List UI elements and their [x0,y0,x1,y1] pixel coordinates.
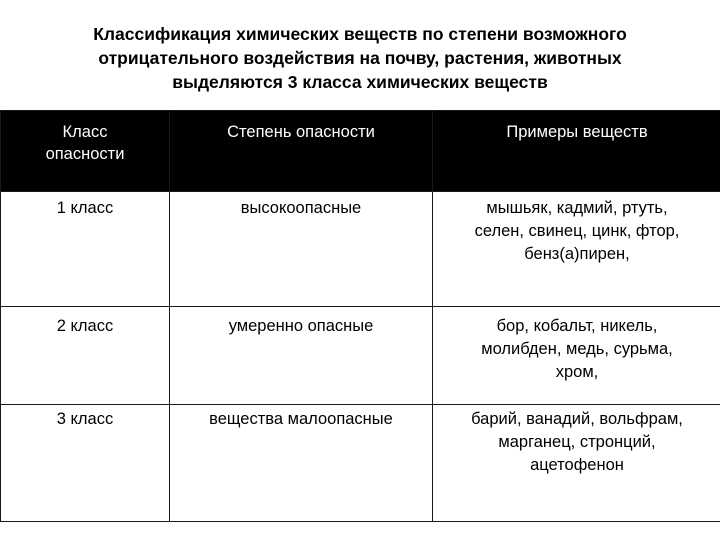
row-degree-cell [170,307,433,405]
header-examples [433,111,720,192]
row-examples-cell [433,192,720,307]
title-line-3: выделяются 3 класса химических веществ [172,72,548,92]
table-header-row [1,111,720,192]
row-degree: вещества малоопасные [209,410,393,428]
row-class-cell [1,307,170,405]
header-degree-label: Степень опасности [227,123,375,141]
row-examples-line: бенз(а)пирен, [524,245,630,263]
table-row [1,307,720,405]
header-examples-label: Примеры веществ [506,123,648,141]
row-class: 2 класс [56,317,114,335]
title-line-1: Классификация химических веществ по степени возможного [93,24,627,44]
row-examples-line: бор, кобальт, никель, [496,317,658,335]
row-class-cell [1,192,170,307]
row-degree: умеренно опасные [228,317,374,335]
row-degree: высокоопасные [240,199,362,217]
row-class-cell [1,405,170,522]
header-class-line-2: опасности [45,145,125,163]
row-examples-line: марганец, стронций, [498,433,656,451]
table-row [1,405,720,522]
row-examples-line: мышьяк, кадмий, ртуть, [486,199,668,217]
page-title [30,22,690,94]
row-examples-cell [433,307,720,405]
row-examples-line: хром, [555,363,599,381]
hazard-class-table [0,110,720,522]
row-examples-line: ацетофенон [530,456,624,474]
row-examples-line: селен, свинец, цинк, фтор, [474,222,680,240]
row-degree-cell [170,192,433,307]
header-class-line-1: Класс [62,123,108,141]
header-degree [170,111,433,192]
header-class [1,111,170,192]
row-class: 3 класс [56,410,114,428]
row-examples-line: молибден, медь, сурьма, [481,340,673,358]
row-examples-line: барий, ванадий, вольфрам, [471,410,683,428]
row-class: 1 класс [56,199,114,217]
row-degree-cell [170,405,433,522]
table-row [1,192,720,307]
title-line-2: отрицательного воздействия на почву, растения, животных [98,48,622,68]
row-examples-cell [433,405,720,522]
